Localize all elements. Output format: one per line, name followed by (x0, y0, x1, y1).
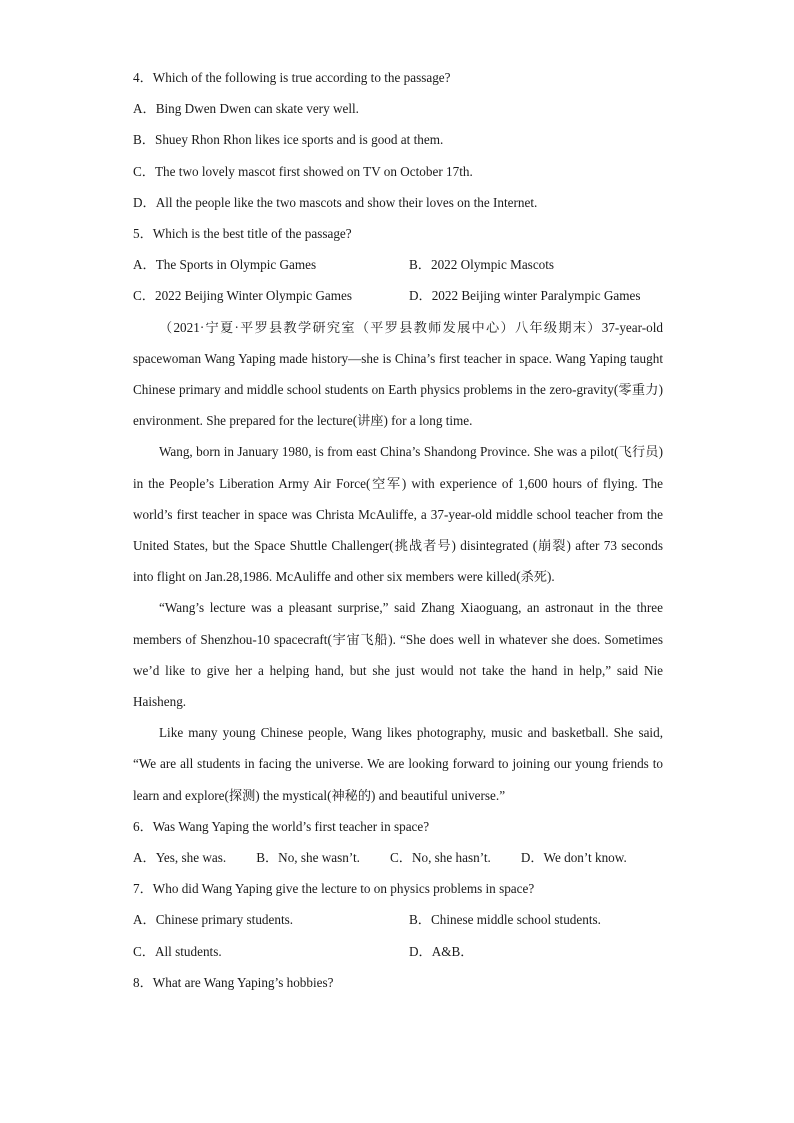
question-6-option-a: A．Yes, she was. (133, 849, 227, 865)
question-7-stem: 7．Who did Wang Yaping give the lecture to on physics problems in space? (133, 881, 535, 897)
question-6-stem: 6．Was Wang Yaping the world’s first teacher in space? (133, 818, 430, 834)
question-7-options-row-1 (133, 904, 663, 935)
passage-paragraph-2: Wang, born in January 1980, is from east China’s Shandong Province. She was a pilot(飞行员) in the People’s Liberation Army Air Force(空军) with experience of 1,600 hours of flying. The world’s first teacher in space was Christa McAuliffe, a 37-year-old middle school teacher from the United States, but the Space Shuttle Challenger(挑战者号) disintegrated (崩裂) after 73 seconds into flight on Jan.28,1986. McAuliffe and other six members were killed(杀死). (133, 444, 663, 585)
question-5-options-row-2 (133, 280, 663, 311)
question-6-options (133, 842, 663, 873)
question-7-option-d: D．A&B． (409, 943, 474, 959)
passage-paragraph-3: “Wang’s lecture was a pleasant surprise,” said Zhang Xiaoguang, an astronaut in the three members of Shenzhou-10 spacecraft(宇宙飞船). “She does well in whatever she does. Sometimes we’d like to give her a helping hand, but she just would not take the hand in help,” said Nie Haisheng. (133, 600, 663, 709)
question-5-option-b: B．2022 Olympic Mascots (409, 257, 555, 273)
question-6-option-c: C．No, she hasn’t. (389, 849, 491, 865)
question-4-option-a: A．Bing Dwen Dwen can skate very well. (133, 101, 359, 117)
passage-paragraph-4: Like many young Chinese people, Wang likes photography, music and basketball. She said, “We are all students in facing the universe. We are looking forward to joining our young friends to learn and explore(探测) the mystical(神秘的) and beautiful universe.” (133, 725, 663, 803)
question-5-stem: 5．Which is the best title of the passage? (133, 225, 352, 241)
question-7-options-row-2 (133, 936, 663, 967)
question-7-option-a: A．Chinese primary students. (133, 912, 294, 928)
question-4-option-b: B．Shuey Rhon Rhon likes ice sports and is good at them. (133, 132, 444, 148)
question-4-stem: 4．Which of the following is true according to the passage? (133, 70, 451, 85)
question-8-stem: 8．What are Wang Yaping’s hobbies? (133, 974, 334, 990)
question-5-options-row-1 (133, 249, 663, 280)
question-5-option-c: C．2022 Beijing Winter Olympic Games (133, 288, 352, 304)
question-6-option-b: B．No, she wasn’t. (256, 849, 360, 865)
question-7-option-b: B．Chinese middle school students. (409, 912, 601, 928)
question-4-option-c: C．The two lovely mascot first showed on TV on October 17th. (133, 163, 473, 179)
question-6-option-d: D．We don’t know. (520, 849, 627, 865)
question-7-option-c: C．All students. (133, 943, 222, 959)
question-5-option-d: D．2022 Beijing winter Paralympic Games (409, 288, 641, 304)
question-4-option-d: D．All the people like the two mascots and show their loves on the Internet. (133, 194, 538, 210)
question-5-option-a: A．The Sports in Olympic Games (133, 257, 317, 273)
document-page (133, 62, 663, 998)
passage-paragraph-1: （2021·宁夏·平罗县教学研究室（平罗县教师发展中心）八年级期末）37-year-old spacewoman Wang Yaping made history—she is China’s first teacher in space. Wang Yaping taught Chinese primary and middle school students on Earth physics problems in the zero-gravity(零重力) environment. She prepared for the lecture(讲座) for a long time. (133, 319, 663, 429)
